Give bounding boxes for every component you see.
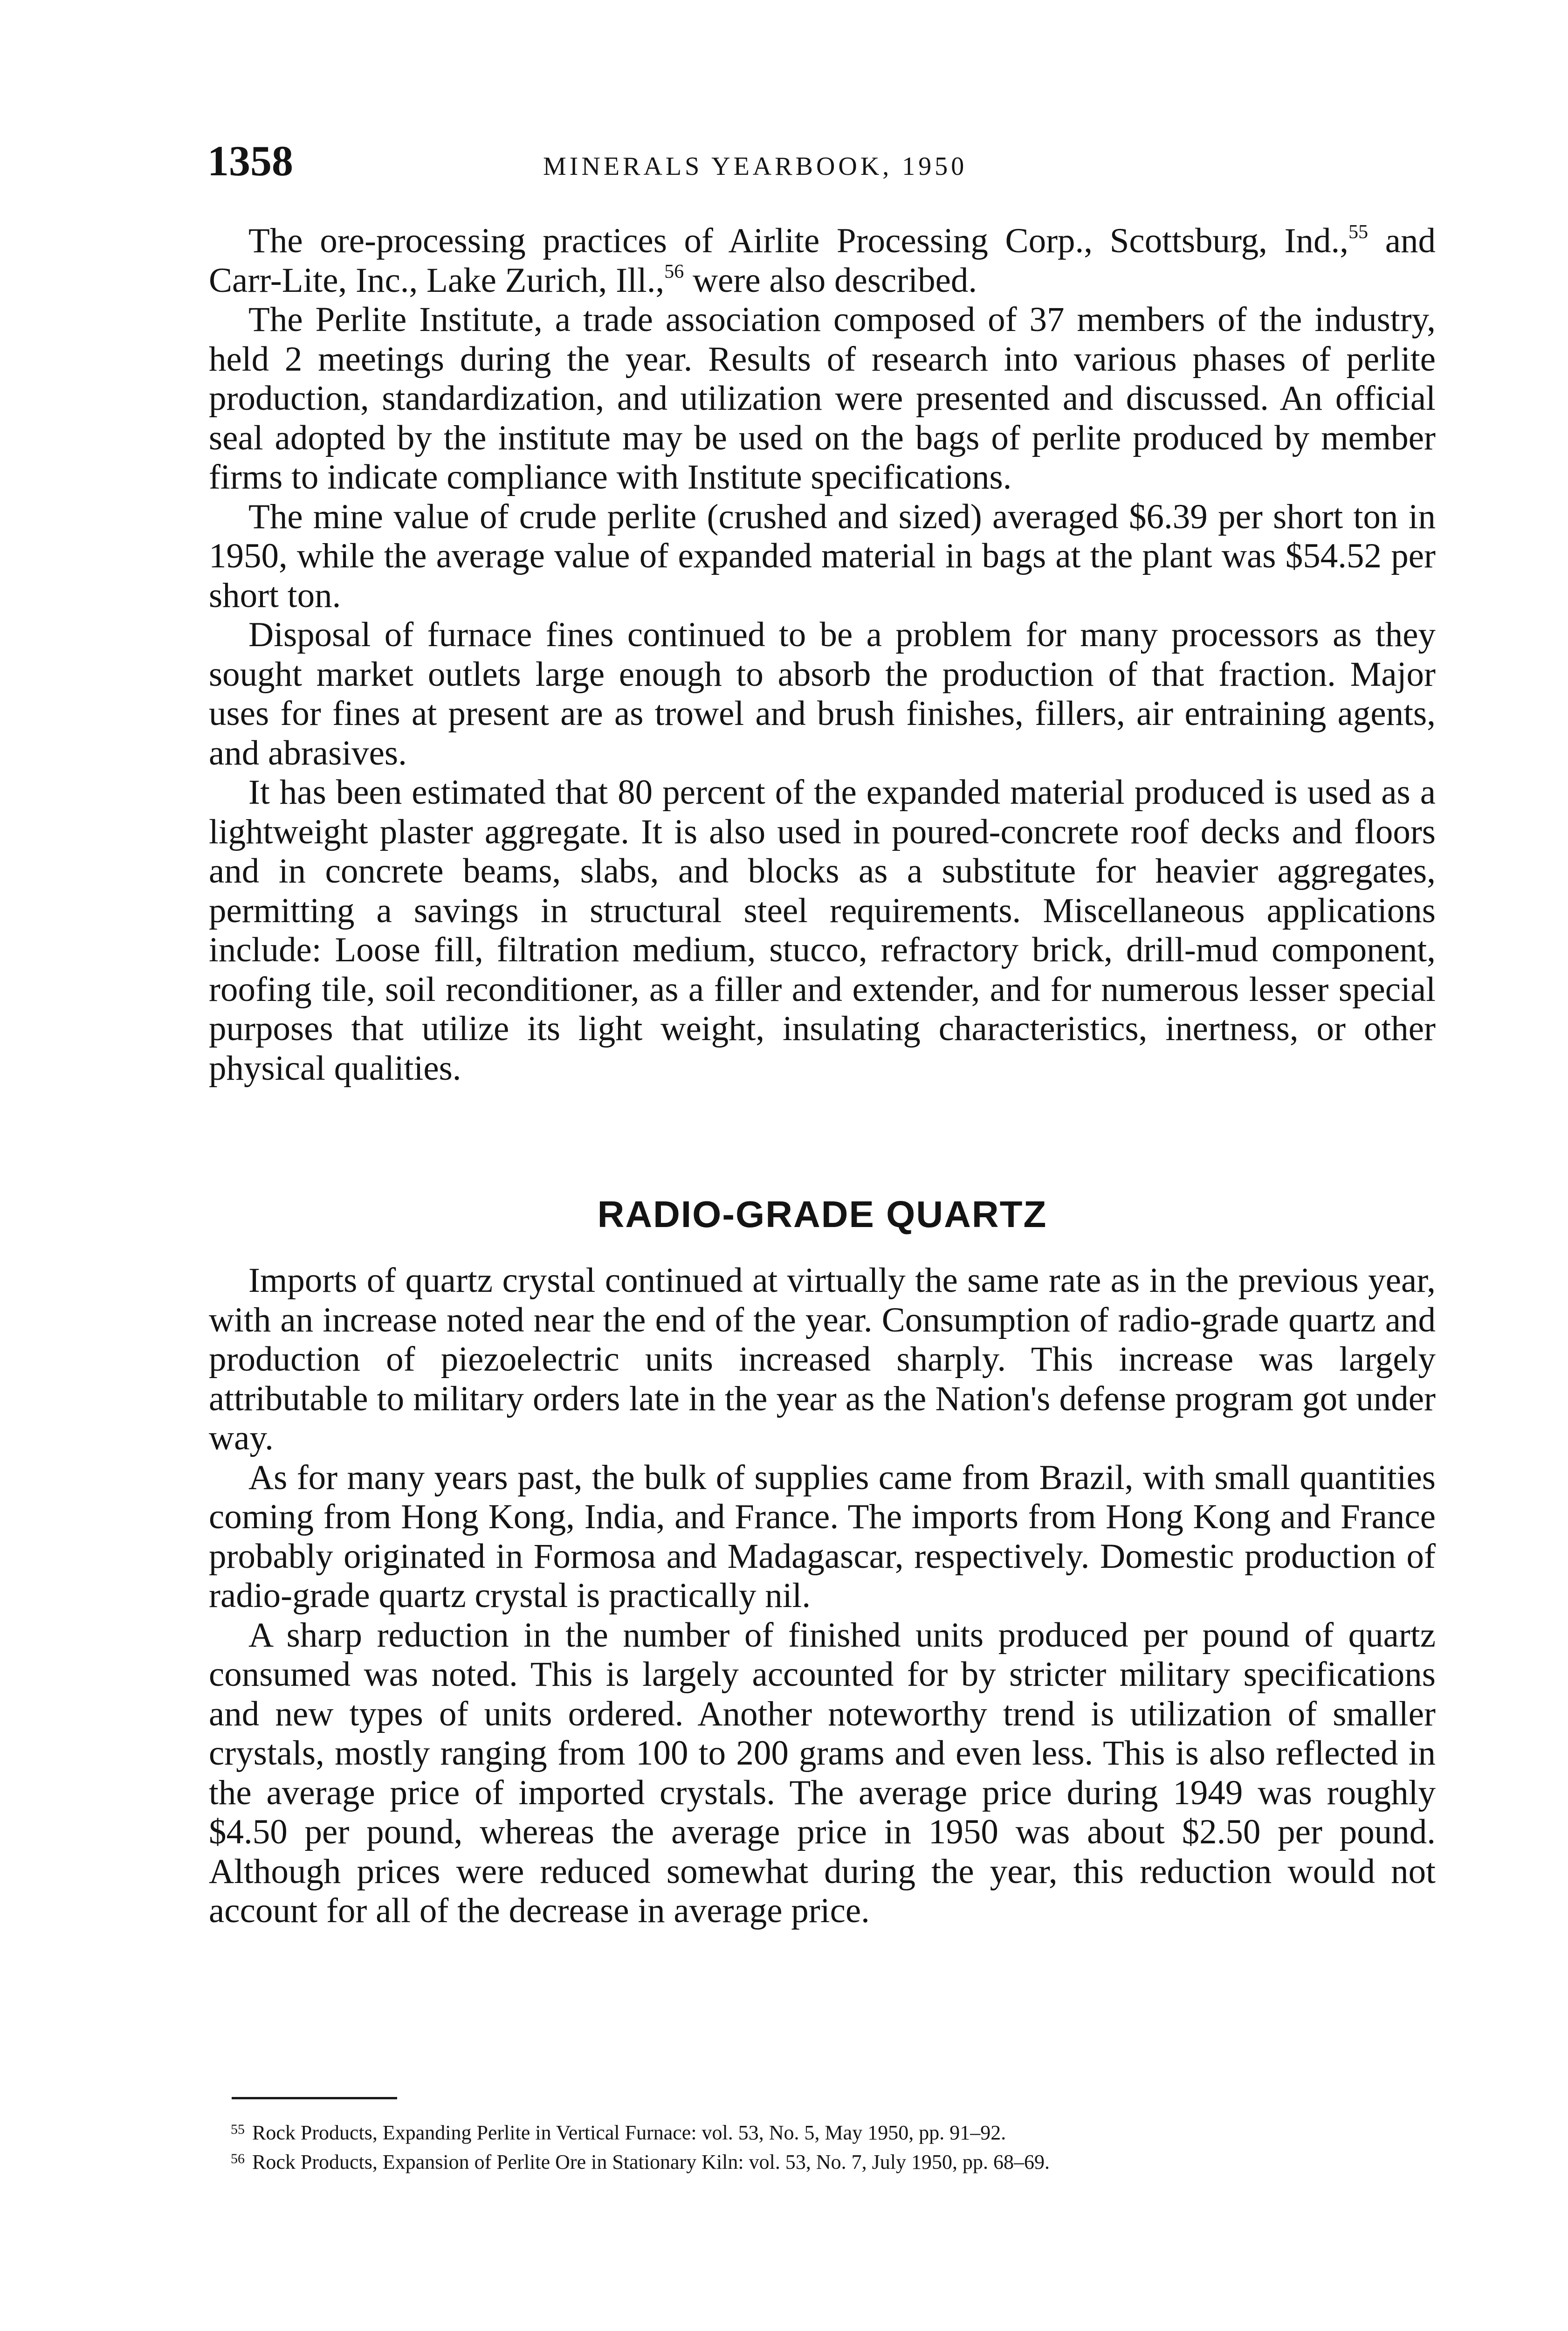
paragraph: It has been estimated that 80 percent of the expanded material produced is used as a lightweight plaster aggregate. It is also used in poured-concrete roof decks and floors and in concrete beams, slabs, and blocks as a substitute for heavier aggregates, permitting a savings in structural steel requirements. Miscellaneous applications include: Loose fill, filtration medium, stucco, refractory brick, drill-mud component, roofing tile, soil reconditioner, as a filler and extender, and for numerous lesser special purposes that utilize its light weight, insulating characteristics, inertness, or other physical qualities.	[209, 773, 1436, 1088]
footnote-ref-55: 55	[1348, 221, 1369, 243]
running-header	[207, 135, 1443, 186]
page-number: 1358	[207, 137, 293, 185]
footnote-text: Rock Products, Expanding Perlite in Vertical Furnace: vol. 53, No. 5, May 1950, pp. 91–92.	[252, 2121, 1006, 2144]
paragraph: Disposal of furnace fines continued to be a problem for many processors as they sought market outlets large enough to absorb the production of that fraction. Major uses for fines at present are as trowel and brush finishes, fillers, air entraining agents, and abrasives.	[209, 615, 1436, 772]
paragraph: The mine value of crude perlite (crushed and sized) averaged $6.39 per short ton in 1950, while the average value of expanded material in bags at the plant was $54.52 per short ton.	[209, 497, 1436, 615]
running-title: MINERALS YEARBOOK, 1950	[543, 152, 968, 181]
quartz-text-block	[209, 1261, 1436, 1931]
footnote-divider	[232, 2097, 397, 2099]
paragraph-text: The ore-processing practices of Airlite Processing Corp., Scottsburg, Ind.,	[248, 221, 1349, 260]
paragraph-text: and Carr-Lite, Inc., Lake Zurich, Ill.,	[209, 221, 1436, 300]
paragraph	[209, 221, 1436, 300]
paragraph-text: were also described.	[684, 261, 977, 300]
footnote-text: Rock Products, Expansion of Perlite Ore in Stationary Kiln: vol. 53, No. 7, July 1950, pp. 68–69.	[252, 2151, 1050, 2173]
footnote-mark: 56	[231, 2151, 245, 2166]
footnotes	[231, 2117, 1443, 2175]
paragraph: As for many years past, the bulk of supplies came from Brazil, with small quantities coming from Hong Kong, India, and France. The imports from Hong Kong and France probably originated in Formosa and Madagascar, respectively. Domestic production of radio-grade quartz crystal is practically nil.	[209, 1458, 1436, 1615]
section-heading: RADIO-GRADE QUARTZ	[597, 1193, 1047, 1235]
perlite-text-block	[209, 221, 1436, 1088]
footnote	[231, 2117, 1443, 2146]
paragraph: Imports of quartz crystal continued at virtually the same rate as in the previous year, with an increase noted near the end of the year. Consumption of radio-grade quartz and production of piezoelectric units increased sharply. This increase was largely attributable to military orders late in the year as the Nation's defense program got under way.	[209, 1261, 1436, 1457]
paragraph: The Perlite Institute, a trade association composed of 37 members of the industry, held 2 meetings during the year. Results of research into various phases of perlite production, standardization, and utilization were presented and discussed. An official seal adopted by the institute may be used on the bags of perlite produced by member firms to indicate compliance with Institute specifications.	[209, 300, 1436, 497]
paragraph: A sharp reduction in the number of finished units produced per pound of quartz consumed was noted. This is largely accounted for by stricter military specifications and new types of units ordered. Another noteworthy trend is utilization of smaller crystals, mostly ranging from 100 to 200 grams and even less. This is also reflected in the average price of imported crystals. The average price during 1949 was roughly $4.50 per pound, whereas the average price in 1950 was about $2.50 per pound. Although prices were reduced somewhat during the year, this reduction would not account for all of the decrease in average price.	[209, 1615, 1436, 1930]
footnote-ref-56: 56	[664, 261, 684, 283]
footnote-mark: 55	[231, 2122, 245, 2137]
footnote	[231, 2146, 1443, 2175]
